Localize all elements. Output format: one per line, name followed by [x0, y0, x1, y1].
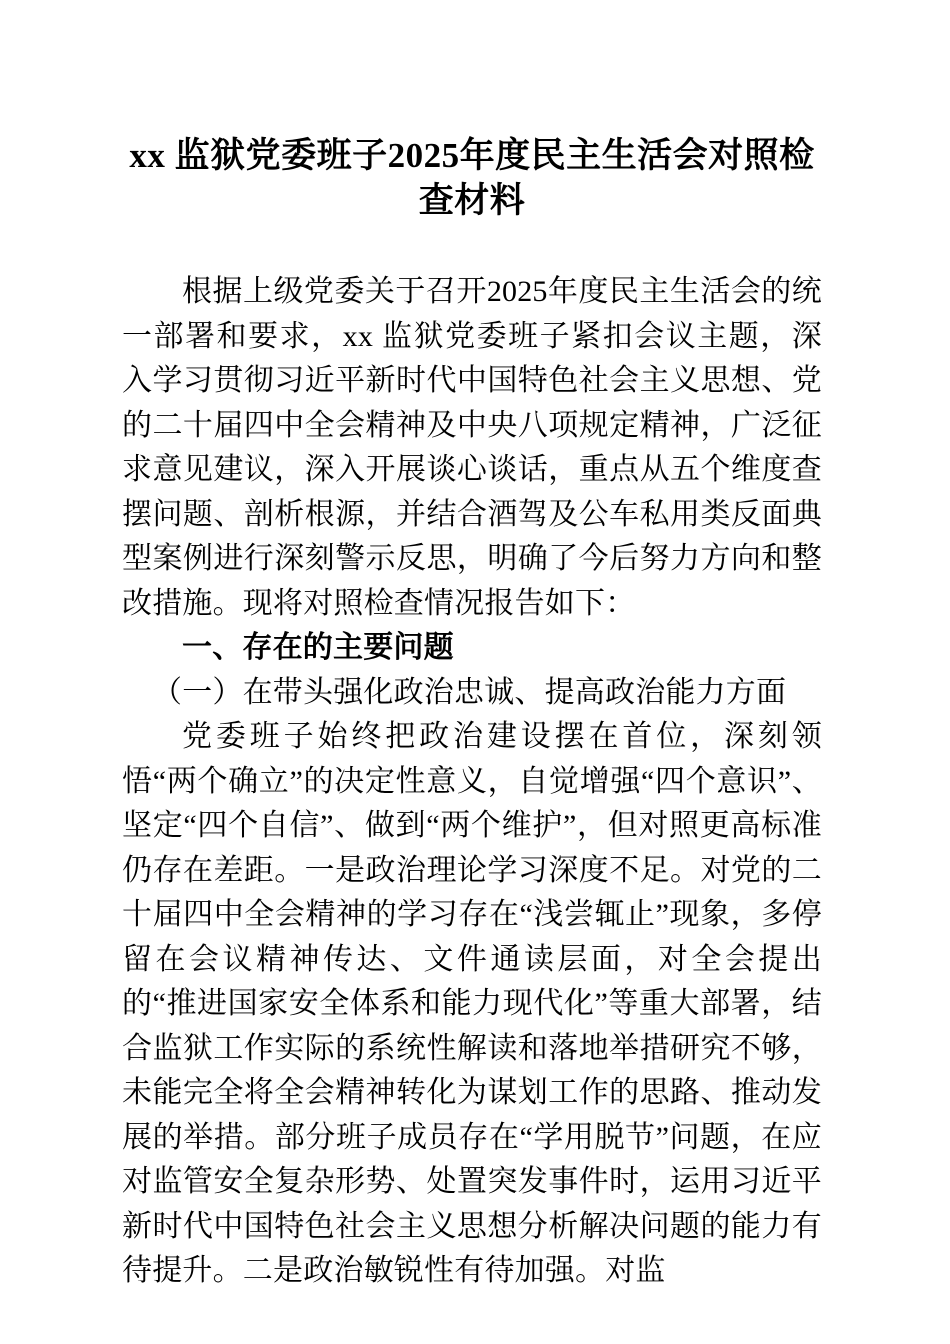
page-title-text: xx 监狱党委班子2025年度民主生活会对照检查材料 — [129, 136, 815, 220]
page-title — [122, 0, 822, 223]
document-content — [122, 0, 822, 1294]
intro-paragraph: 根据上级党委关于召开2025年度民主生活会的统一部署和要求，xx 监狱党委班子紧扣会议主题，深入学习贯彻习近平新时代中国特色社会主义思想、党的二十届四中全会精神及中央八项规定精神，广泛征求意见建议，深入开展谈心谈话，重点从五个维度查摆问题、剖析根源，并结合酒驾及公车私用类反面典型案例进行深刻警示反思，明确了今后努力方向和整改措施。现将对照检查情况报告如下： — [122, 275, 822, 620]
heading-level1-main-problems: 一、存在的主要问题 — [182, 631, 454, 664]
heading-level2-political-loyalty: （一）在带头强化政治忠诚、提高政治能力方面 — [152, 675, 787, 709]
section-paragraph: 党委班子始终把政治建设摆在首位，深刻领悟“两个确立”的决定性意义，自觉增强“四个意识”、坚定“四个自信”、做到“两个维护”，但对照更高标准仍存在差距。一是政治理论学习深度不足。对党的二十届四中全会精神的学习存在“浅尝辄止”现象，多停留在会议精神传达、文件通读层面，对全会提出的“推进国家安全体系和能力现代化”等重大部署，结合监狱工作实际的系统性解读和落地举措研究不够，未能完全将全会精神转化为谋划工作的思路、推动发展的举措。部分班子成员存在“学用脱节”问题，在应对监管安全复杂形势、处置突发事件时，运用习近平新时代中国特色社会主义思想分析解决问题的能力有待提升。二是政治敏锐性有待加强。对监 — [122, 720, 822, 1287]
